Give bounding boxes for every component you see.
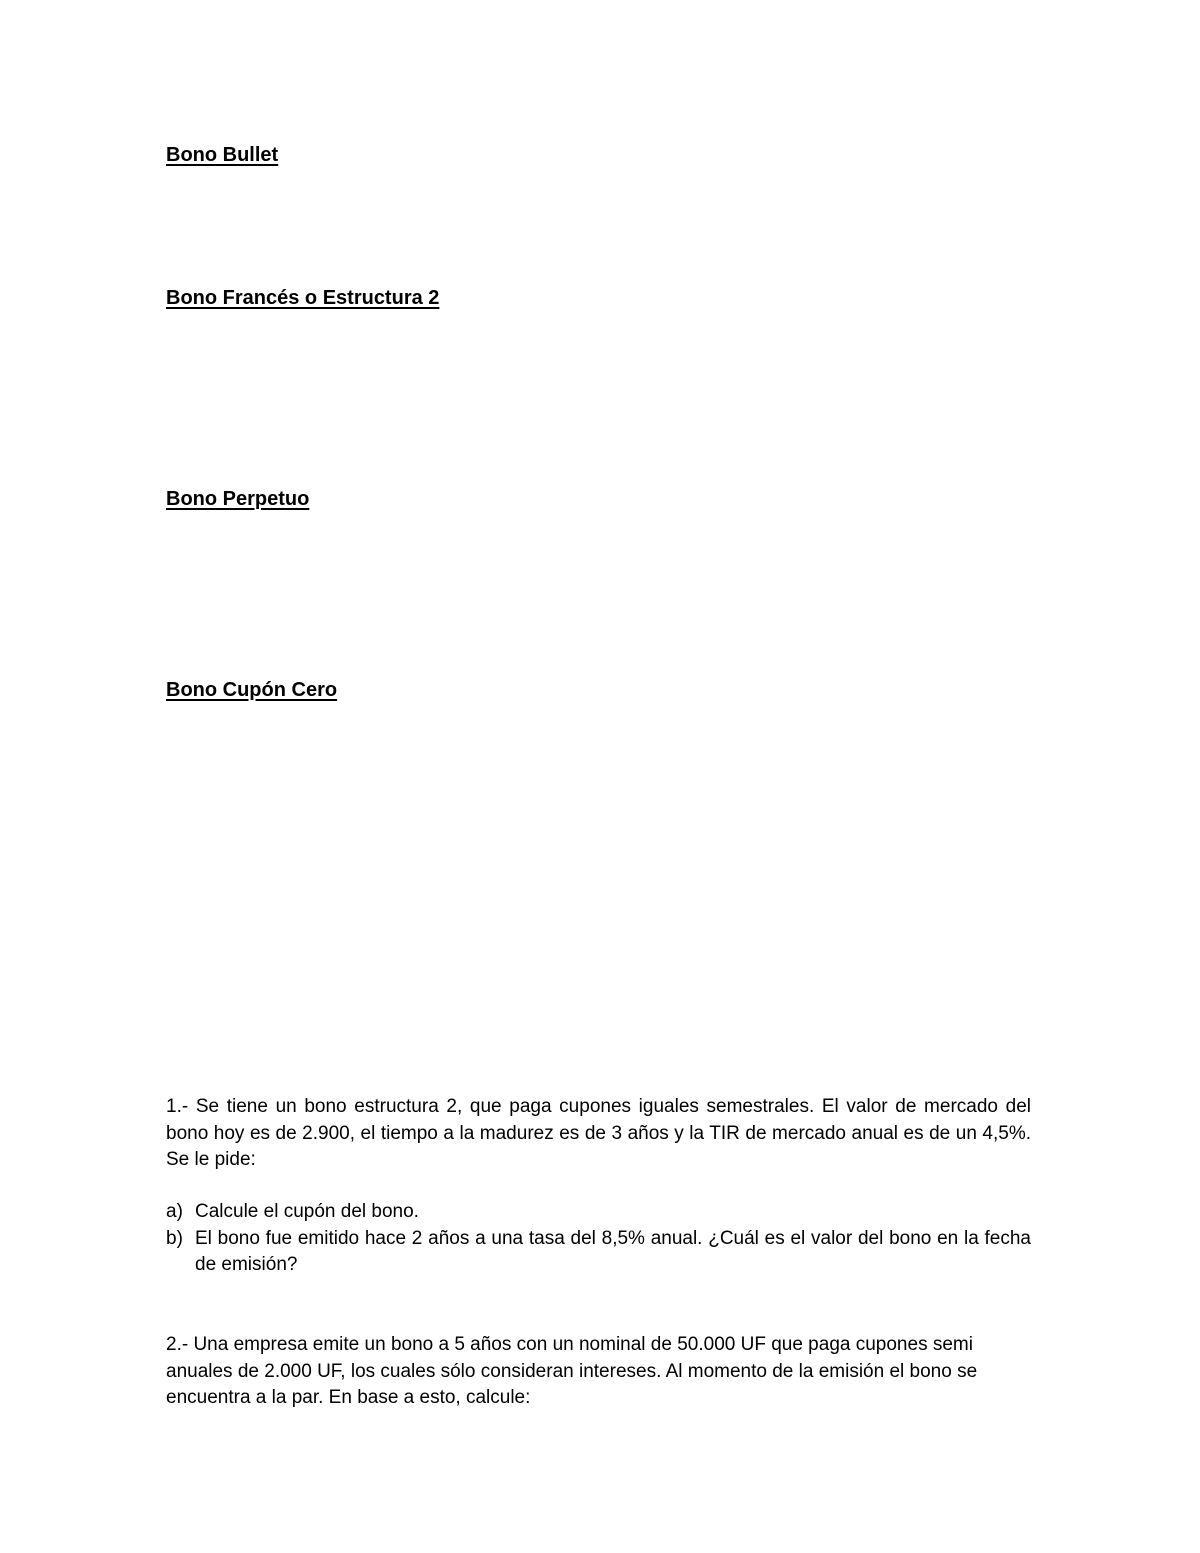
question-text-a: Calcule el cupón del bono. xyxy=(195,1201,419,1222)
heading-bono-perpetuo: Bono Perpetuo xyxy=(166,488,310,510)
heading-bono-frances: Bono Francés o Estructura 2 xyxy=(166,287,440,309)
exercise-1-questions xyxy=(166,1199,1031,1279)
exercise-1-question-a xyxy=(166,1199,1031,1226)
exercise-1-question-b xyxy=(166,1226,1031,1279)
exercise-1-statement: 1.- Se tiene un bono estructura 2, que paga cupones iguales semestrales. El valor de mercado del bono hoy es de 2.900, el tiempo a la madurez es de 3 años y la TIR de mercado anual es de un 4,5%. Se le pide: xyxy=(166,1096,1031,1170)
heading-bono-cupon-cero: Bono Cupón Cero xyxy=(166,679,338,701)
question-text-b: El bono fue emitido hace 2 años a una tasa del 8,5% anual. ¿Cuál es el valor del bono en la fecha de emisión? xyxy=(195,1227,1031,1275)
question-marker-b: b) xyxy=(166,1227,183,1249)
heading-bono-bullet: Bono Bullet xyxy=(166,144,279,166)
exercise-2-statement: 2.- Una empresa emite un bono a 5 años con un nominal de 50.000 UF que paga cupones semi anuales de 2.000 UF, los cuales sólo consideran intereses. Al momento de la emisión el bono se encuentra a la par. En base a esto, calcule: xyxy=(166,1334,978,1408)
question-marker-a: a) xyxy=(166,1201,183,1222)
